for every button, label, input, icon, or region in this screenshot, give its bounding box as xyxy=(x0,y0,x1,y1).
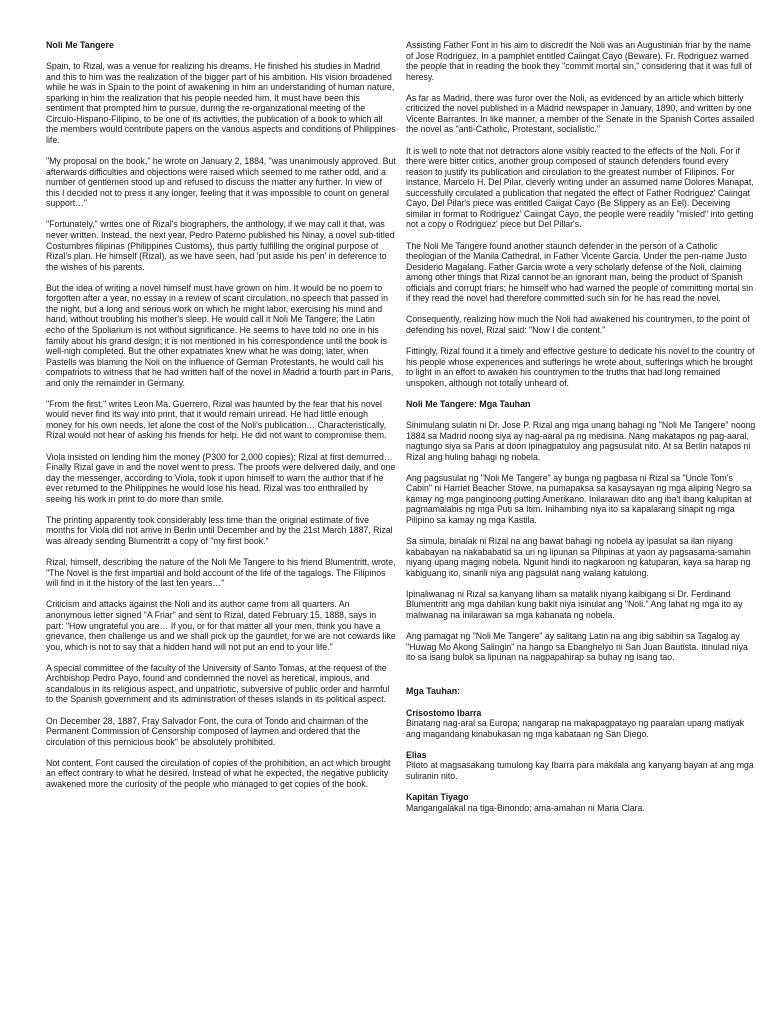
left-column xyxy=(46,40,396,800)
paragraph: But the idea of writing a novel himself must have grown on him. It would be no poem to forgotten after a year, no essay in a review of scant circulation, no speech that passed in the night, but a long and serious work on which he might labor, exercising his mind and hand, without troubling his mother's sleep. He would call it Noli Me Tangere; the Latin echo of the Spoliarium is not without significance. He seems to have told no one in his family about his grand design; it is not mentioned in his correspondence until the book is well-nigh completed. But the other expatriates knew what he was doing; later, when Pastells was blaming the Noli on the influence of German Protestants, he would call his compatriots to witness that he had written half of the novel in Madrid a fourth part in Paris, and only the remainder in Germany. xyxy=(46,282,394,388)
character-name: Crisostomo Ibarra xyxy=(406,707,482,718)
right-column xyxy=(406,40,756,824)
document-title: Noli Me Tangere xyxy=(46,40,114,50)
paragraph: A special committee of the faculty of the University of Santo Tomas, at the request of the Archbishop Pedro Payo, found and condemned the novel as heretical, impious, and scandalous in its religious aspect, and unpatriotic, subversive of public order and harmful to the Spanish government and its administration of theses islands in its political aspect. xyxy=(46,662,390,705)
paragraph: Ipinaliwanag ni Rizal sa kanyang liham sa matalik niyang kaibigang si Dr. Ferdinand Blumentritt ang mga dahilan kung bakit niya isinulat ang "Noli." Ang lahat ng mga ito ay maliwanag na inilarawan sa mga kabanata ng nobela. xyxy=(406,588,743,620)
paragraph: Ang pagsusulat ng "Noli Me Tangere" ay bunga ng pagbasa ni Rizal sa "Uncle Tom's Cabin" ni Harriet Beacher Stowe, na pumapaksa sa kasaysayan ng mga aliping Negro sa kamay ng mga panginoong putting Amerikano. Inilarawan dito ang iba't ibang kalupitan at pagmamalabis ng mga Puti sa Itim. Inihambing niya ito sa kapalarang sinapit ng mga Pilipino sa kamay ng mga Kastila. xyxy=(406,472,752,525)
paragraph: Fittingly, Rizal found it a timely and effective gesture to dedicate his novel to the country of his people whose experiences and sufferings he wrote about, sufferings which he brought to light in an effort to awaken his countrymen to the truths that had long remained unspoken, although not totally unheard of. xyxy=(406,346,755,388)
paragraph: Rizal, himself, describing the nature of the Noli Me Tangere to his friend Blumentritt, wrote, "The Novel is the first impartial and bold account of the life of the tagalogs. The Filipinos will find in it the history of the last ten years…" xyxy=(46,557,396,589)
character-description: Binatang nag-aral sa Europa; nangarap na makapagpatayo ng paaralan upang matiyak ang magandang kinabukasan ng mga kabataan ng San Diego. xyxy=(406,718,745,739)
character-name: Elias xyxy=(406,749,427,760)
paragraph: Not content, Font caused the circulation of copies of the prohibition, an act which brought an effect contrary to what he desired. Instead of what he expected, the negative publicity awakened more the curiosity of the people who managed to get copies of the book. xyxy=(46,757,391,789)
paragraph: The printing apparently took considerably less time than the original estimate of five months for Viola did not arrive in Berlin until December and by the 21st March 1887, Rizal was already sending Blumentritt a copy of "my first book." xyxy=(46,514,393,547)
character-entry xyxy=(406,750,756,782)
paragraph: Sa simula, binalak ni Rizal na ang bawat bahagi ng nobela ay ipasulat sa ilan niyang kababayan na nakababatid sa uri ng lipunan sa Pilipinas at yaon ay pagsasama-samahin niyang upang maging nobela. Ngunit hindi ito nagkaroon ng katuparan, kaya sa harap ng kabiguang ito, sinarili niya ang pagsulat nang walang katulong. xyxy=(406,536,751,578)
paragraph: "My proposal on the book," he wrote on January 2, 1884, "was unanimously approved. But afterwards difficulties and objections were raised which seemed to me rather odd, and a number of gentlemen stood up and refused to discuss the matter any further. In view of this I decided not to press it any longer, feeling that it was impossible to count on general support…" xyxy=(46,156,396,209)
spacer xyxy=(406,673,756,686)
paragraph: Assisting Father Font in his aim to discredit the Noli was an Augustinian friar by the name of Jose Rodriguez. In a pamphlet entitled Caiingat Cayo (Beware). Fr. Rodriguez warned the people that in reading the book they "commit mortal sin," considering that it was full of heresy. xyxy=(406,40,752,82)
paragraph: "Fortunately," writes one of Rizal's biographers, the anthology, if we may call it that, was never written. Instead, the next year, Pedro Paterno published his Ninay, a novel sub-titled Costumbres filipinas (Philippines Customs), thus partly fulfilling the original purpose of Rizal's plan. He himself (Rizal), as we have seen, had 'put aside his pen' in deference to the wishes of his parents. xyxy=(46,219,395,272)
paragraph: "From the first," writes Leon Ma. Guerrero, Rizal was haunted by the fear that his novel would never find its way into print, that it would remain unread. He had little enough money for his own needs, let alone the cost of the Noli's publication… Characteristically, Rizal would not hear of asking his friends for help. He did not want to compromise them. xyxy=(46,398,387,441)
character-entry xyxy=(406,708,756,740)
character-entry xyxy=(406,792,756,813)
characters-heading: Mga Tauhan: xyxy=(406,686,461,697)
character-description: Piloto at magsasakang tumulong kay Ibarra para makilala ang kanyang bayan at ang mga suliranin nito. xyxy=(406,760,754,781)
paragraph: Spain, to Rizal, was a venue for realizing his dreams. He finished his studies in Madrid and this to him was the realization of the bigger part of his ambition. His vision broadened while he was in Spain to the point of awakening in him an understanding of human nature, sparking in him the realization that his people needed him. It must have been this sentiment that prompted him to pursue, during the re-organizational meeting of the Circulo-Hispano-Filipino, to be one of its activities, the publication of a book to which all the members would contribute papers on the various aspects and conditions of Philippines life. xyxy=(46,61,396,145)
character-description: Mangangalakal na tiga-Binondo; ama-amahan ni Maria Clara. xyxy=(406,802,645,813)
paragraph: Ang pamagat ng "Noli Me Tangere" ay salitang Latin na ang ibig sabihin sa Tagalog ay "Huwag Mo Akong Salingin" na hango sa Ebanghelyo ni San Juan Bautista. Itinulad niya ito sa isang bulok sa lipunan na nagpapahirap sa buhay ng isang tao. xyxy=(406,631,748,663)
character-name: Kapitan Tiyago xyxy=(406,791,469,802)
paragraph: Consequently, realizing how much the Noli had awakened his countrymen, to the point of defending his novel, Rizal said: "Now I die content." xyxy=(406,314,750,335)
paragraph: As far as Madrid, there was furor over the Noli, as evidenced by an article which bitterly criticized the novel published in a Madrid newspaper in January, 1890, and written by one Vicente Barrantes. In like manner, a member of the Senate in the Spanish Cortes assailed the novel as "anti-Catholic, Protestant, socialistic." xyxy=(406,92,755,135)
paragraph: The Noli Me Tangere found another staunch defender in the person of a Catholic theologian of the Manila Cathedral, in Father Vicente Garcia. Under the pen-name Justo Desiderio Magalang. Father Garcia wrote a very scholarly defense of the Noli, claiming among other things that Rizal cannot be an ignorant man, being the product of Spanish officials and corrupt friars; he himself who had warned the people of committing mortal sin if they read the novel had therefore committed such sin for he has read the novel. xyxy=(406,240,754,304)
paragraph: Sinimulang sulatin ni Dr. Jose P. Rizal ang mga unang bahagi ng "Noli Me Tangere" noong 1884 sa Madrid noong siya ay nag-aaral pa ng medisina. Nang makatapos ng pag-aaral, nagtungo siya sa Paris at doon ipinagpatuloy ang pagsusulat nito. At sa Berlin natapos ni Rizal ang huling bahagi ng nobela. xyxy=(406,420,756,462)
paragraph: Viola insisted on lending him the money (P300 for 2,000 copies); Rizal at first demurred… Finally Rizal gave in and the novel went to press. The proofs were delivered daily, and one day the messenger, according to Viola, took it upon himself to warn the author that if he ever returned to the Philippines he would lose his head. Rizal was too enthralled by seeing his work in print to do more than smile. xyxy=(46,451,396,504)
paragraph: On December 28, 1887, Fray Salvador Font, the cura of Tondo and chairman of the Permanent Commission of Censorship composed of laymen and ordered that the circulation of this pernicious book" be absolutely prohibited. xyxy=(46,715,369,747)
paragraph: Criticism and attacks against the Noli and its author came from all quarters. An anonymous letter signed "A Friar" and sent to Rizal, dated February 15, 1888, says in part: "How ungrateful you are… If you, or for that matter all your men, think you have a grievance, then challenge us and we shall pick up the gauntlet, for we are not cowards like you, which is not to say that a hidden hand will not put an end to your life." xyxy=(46,599,396,652)
paragraph: It is well to note that not detractors alone visibly reacted to the effects of the Noli. For if there were bitter critics, another group composed of staunch defenders found every reason to justify its publication and circulation to the greatest number of Filipinos. For instance, Marcelo H. Del Pilar, cleverly writing under an assumed name Dolores Manapat, successfully circulated a publication that negated the effect of Father Rodriguez' Caiingat Cayo, Del Pilar's piece was entitled Caiigat Cayo (Be Slippery as an Eel). Deceiving similar in format to Rodriguez' Caiingat Cayo, the people were readily "misled" into getting not a copy o Rodriguez' piece but Del Pillar's. xyxy=(406,145,754,230)
section-heading: Noli Me Tangere: Mga Tauhan xyxy=(406,398,531,409)
